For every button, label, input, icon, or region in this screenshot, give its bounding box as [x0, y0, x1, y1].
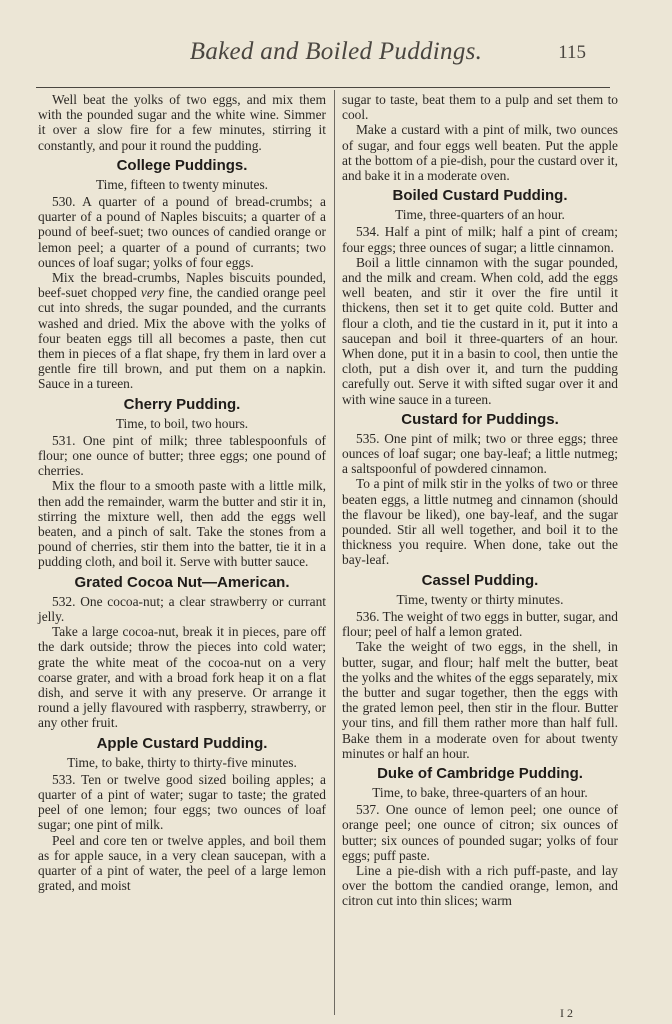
page-number: 115 [558, 42, 586, 63]
recipe-method: Take the weight of two eggs, in the shell, in butter, sugar, and flour; half melt the butter, beat the yolks and the whites of the eggs separately, mix the butter and sugar together, then the eggs with the grated lemon peel, then stir in the flour. Butter your tins, and fill them rather more than half full. Bake them in a moderate oven for about twenty minutes or half an hour. [342, 639, 618, 761]
method-text: fine, the candied orange peel cut into shreds, the sugar pounded, and the currants washed and dried. Mix the above with the yolks of four beaten eggs till all becomes a paste, then cut them in pieces of a flat shape, fry them in lard over a gentle fire till brown, and put them on a napkin. Sauce in a tureen. [38, 285, 326, 392]
recipe-heading-college: College Puddings. [116, 156, 248, 174]
recipe-method: Line a pie-dish with a rich puff-paste, and lay over the bottom the candied orange, lemon, and citron cut into thin slices; warm [342, 862, 618, 909]
recipe-heading-custard: Custard for Puddings. [401, 410, 559, 428]
header-rule [36, 87, 610, 88]
recipe-heading-duke: Duke of Cambridge Pudding. [377, 764, 583, 782]
recipe-ingredients: 533. Ten or twelve good sized boiling apples; a quarter of a pint of water; sugar to taste; the grated peel of one lemon; four eggs; two ounces of loaf sugar; one pint of milk. [38, 771, 326, 833]
recipe-ingredients: 534. Half a pint of milk; half a pint of cream; four eggs; three ounces of sugar; a little cinnamon. [342, 224, 618, 255]
recipe-ingredients: 531. One pint of milk; three tablespoonfuls of flour; one ounce of butter; three eggs; one pound of cherries. [38, 432, 326, 479]
recipe-time: Time, twenty or thirty minutes. [396, 591, 564, 607]
continued-paragraph: sugar to taste, beat them to a pulp and set them to cool. [342, 92, 618, 123]
page-header [0, 38, 672, 74]
recipe-method: To a pint of milk stir in the yolks of two or three beaten eggs, a little nutmeg and cinnamon (should the flavour be liked), one bay-leaf, and the sugar pounded. Stir all well together, and boil it to the thickness you require. When done, take out the bay-leaf. [342, 476, 618, 568]
continued-paragraph: Well beat the yolks of two eggs, and mix them with the pounded sugar and the white wine. Simmer it over a slow fire for a few minutes, stirring it constantly, and pour it round the pudding. [38, 92, 326, 153]
left-column [38, 92, 326, 893]
signature-mark: I 2 [560, 1006, 573, 1020]
recipe-heading-cherry: Cherry Pudding. [123, 395, 241, 413]
recipe-heading-cassel: Cassel Pudding. [421, 571, 539, 589]
recipe-method: Take a large cocoa-nut, break it in pieces, pare off the dark outside; throw the pieces into cold water; grate the white meat of the cocoa-nut on a very coarse grater, and with a broad fork heap it on a flat dish, and serve it with any preserve. Or arrange it round a jelly flavoured with raspberry, strawberry, or any other fruit. [38, 624, 326, 731]
recipe-heading-apple: Apple Custard Pudding. [96, 734, 268, 752]
recipe-ingredients: 530. A quarter of a pound of bread-crumbs; a quarter of a pound of Naples biscuits; a quarter of a pound of beef-suet; two ounces of candied orange or lemon peel; a quarter of a pound of currants; two ounces of loaf sugar; yolks of four eggs. [38, 194, 326, 270]
recipe-method: Mix the flour to a smooth paste with a little milk, then add the remainder, warm the butter and stir it in, stirring the mixture well, then add the eggs well beaten, and a pinch of salt. Take the stones from a pound of cherries, stir them into the batter, tie it in a pudding cloth, and boil it. Serve with butter sauce. [38, 478, 326, 570]
continued-paragraph: Make a custard with a pint of milk, two ounces of sugar, and four eggs well beaten. Put the apple at the bottom of a pie-dish, pour the custard over it, and bake it in a moderate oven. [342, 122, 618, 184]
recipe-method [38, 270, 326, 392]
recipe-heading-boiled: Boiled Custard Pudding. [392, 187, 568, 205]
method-text: Mix the bread-crumbs, Naples biscuits pounded, beef-suet chopped [38, 270, 326, 301]
recipe-ingredients: 532. One cocoa-nut; a clear strawberry or currant jelly. [38, 593, 326, 624]
column-divider [334, 90, 335, 1015]
recipe-ingredients: 535. One pint of milk; two or three eggs; three ounces of loaf sugar; one bay-leaf; a little nutmeg; a saltspoonful of powdered cinnamon. [342, 430, 618, 477]
recipe-ingredients: 537. One ounce of lemon peel; one ounce of orange peel; one ounce of citron; six ounces of butter; six ounces of pounded sugar; yolks of four eggs; puff paste. [342, 802, 618, 863]
recipe-ingredients: 536. The weight of two eggs in butter, sugar, and flour; peel of half a lemon grated. [342, 608, 618, 640]
right-column [342, 92, 618, 909]
recipe-time: Time, fifteen to twenty minutes. [95, 176, 269, 192]
recipe-time: Time, to bake, thirty to thirty-five minutes. [67, 754, 297, 770]
recipe-time: Time, to bake, three-quarters of an hour. [372, 784, 588, 800]
recipe-time: Time, to boil, two hours. [115, 415, 249, 431]
recipe-heading-cocoa: Grated Cocoa Nut—American. [74, 573, 290, 591]
method-emphasis: very [140, 285, 164, 301]
running-title: Baked and Boiled Puddings. [189, 38, 483, 65]
recipe-time: Time, three-quarters of an hour. [395, 207, 565, 223]
recipe-method: Peel and core ten or twelve apples, and boil them as for apple sauce, in a very clean saucepan, with a quarter of a pint of water, the peel of a large lemon grated, and moist [38, 832, 326, 894]
recipe-method: Boil a little cinnamon with the sugar pounded, and the milk and cream. When cold, add the eggs well beaten, and stir it over the fire until it thickens, then set it to get quite cold. Butter and flour a cloth, and tie the custard in it, put it into a saucepan and boil it three-quarters of an hour. When done, put it in a basin to cool, then untie the cloth, put a dish over it, and turn the pudding carefully out. Serve it with sifted sugar over it and with wine sauce in a tureen. [342, 254, 618, 407]
